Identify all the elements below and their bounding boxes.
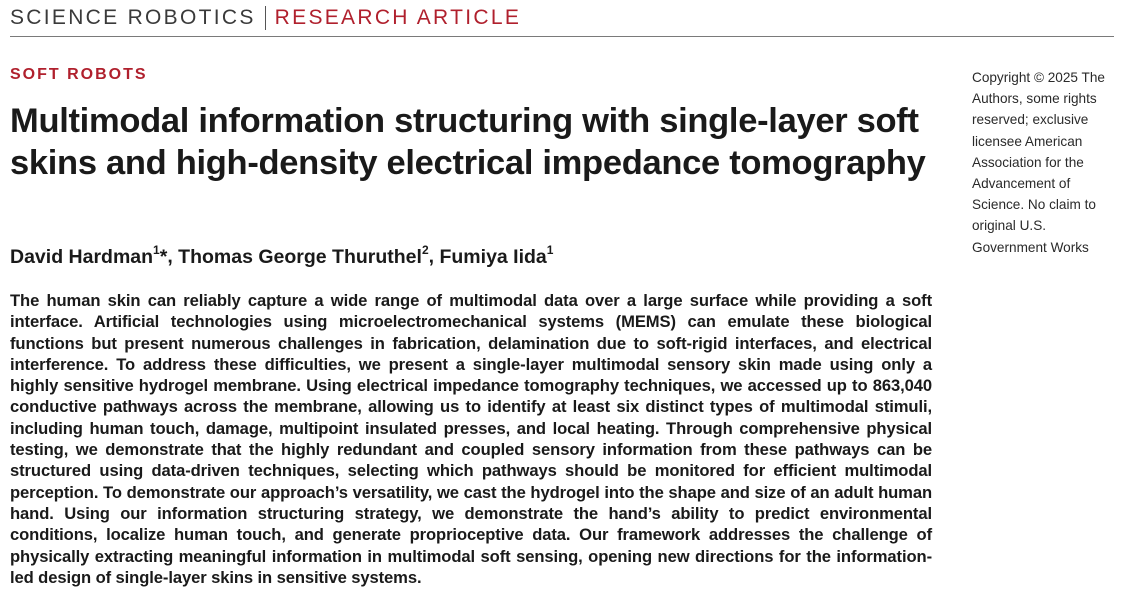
author-separator: ,: [428, 245, 440, 268]
author-name: Thomas George Thuruthel: [178, 245, 422, 268]
author[interactable]: [439, 243, 554, 268]
header-rule: [10, 36, 1114, 37]
author-separator: ,: [167, 245, 179, 268]
author-affiliation: 1: [546, 243, 554, 257]
author-affiliation: 1: [153, 243, 160, 257]
author-affiliation: 2: [421, 243, 429, 257]
section-label: SOFT ROBOTS: [10, 66, 148, 83]
copyright-notice: Copyright © 2025 The Authors, some rights reserved; exclusive licensee American Association for the Advancement of Science. No claim to original U.S. Government Works: [972, 70, 1105, 255]
author[interactable]: [178, 243, 429, 268]
article-title: Multimodal information structuring with single-layer soft skins and high-density electrical impedance tomography: [10, 102, 926, 182]
author[interactable]: [10, 243, 168, 268]
header-divider: [265, 6, 266, 30]
author-list: [10, 244, 553, 269]
author-name: Fumiya Iida: [439, 245, 547, 268]
journal-name: SCIENCE ROBOTICS: [10, 6, 256, 29]
abstract: The human skin can reliably capture a wide range of multimodal data over a large surface while providing a soft interface. Artificial technologies using microelectromechanical systems (MEMS) can emulate these biological functions but present numerous challenges in fabrication, delamination due to soft-rigid interfaces, and electrical interference. To address these difficulties, we present a single-layer multimodal sensory skin made using only a highly sensitive hydrogel membrane. Using electrical impedance tomography techniques, we accessed up to 863,040 conductive pathways across the membrane, allowing us to identify at least six distinct types of multimodal stimuli, including human touch, damage, multipoint insulated presses, and local heating. Through comprehensive physical testing, we demonstrate that the highly redundant and coupled sensory information from these pathways can be structured using data-driven techniques, selecting which pathways should be monitored for efficient multimodal perception. To demonstrate our approach’s versatility, we cast the hydrogel into the shape and size of an adult human hand. Using our information structuring strategy, we demonstrate the hand’s ability to predict environmental conditions, localize human touch, and generate proprioceptive data. Our framework addresses the challenge of physically extracting meaningful information in multimodal soft sensing, opening new directions for the information-led design of single-layer skins in sensitive systems.: [10, 291, 932, 587]
article-type: RESEARCH ARTICLE: [274, 6, 522, 29]
corresponding-author-mark: *: [159, 245, 168, 268]
journal-header: [10, 3, 521, 33]
author-name: David Hardman: [10, 245, 154, 268]
